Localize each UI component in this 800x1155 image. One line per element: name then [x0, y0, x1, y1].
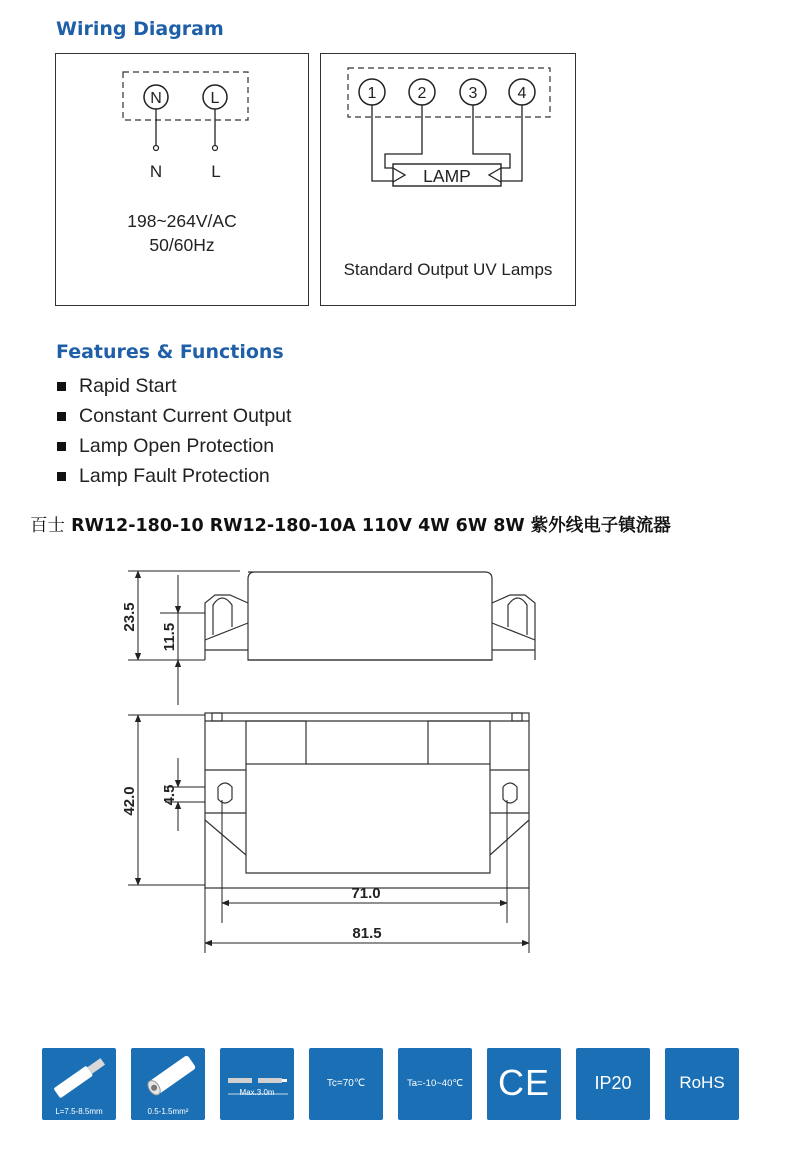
dim-height-total: 23.5 — [121, 602, 138, 632]
bullet-square-icon — [57, 382, 66, 391]
dim-slot: 4.5 — [161, 784, 178, 806]
bullet-square-icon — [57, 442, 66, 451]
top-view — [205, 713, 529, 888]
dim-overall-length: 81.5 — [352, 925, 382, 942]
terminal-4-label: 4 — [517, 85, 527, 102]
terminal-l-label: L — [210, 90, 220, 107]
feature-item: Lamp Fault Protection — [56, 461, 291, 491]
wire-n-end — [154, 146, 159, 151]
feature-item: Constant Current Output — [56, 401, 291, 431]
ce-mark-icon: CE — [487, 1048, 561, 1120]
product-type: 紫外线电子镇流器 — [530, 516, 671, 536]
wire-n-label: N — [149, 162, 163, 181]
ta-temp-icon: Ta=-10~40℃ — [398, 1048, 472, 1120]
input-frequency-spec: 50/60Hz — [149, 235, 215, 255]
dim-width: 42.0 — [121, 786, 138, 816]
ip20-icon: IP20 — [576, 1048, 650, 1120]
lamp-label: LAMP — [423, 166, 471, 186]
terminal-2-label: 2 — [417, 85, 427, 102]
output-wiring-svg — [321, 54, 575, 305]
wire-l-label: L — [211, 162, 221, 181]
input-terminal-block — [123, 72, 248, 120]
product-model: RW12-180-10 RW12-180-10A 110V 4W 6W 8W — [71, 516, 525, 536]
wire-gauge-icon: 0.5-1.5mm² — [131, 1048, 205, 1120]
cable-length-icon: Max.3.0m — [220, 1048, 294, 1120]
strip-length-icon: L=7.5-8.5mm — [42, 1048, 116, 1120]
input-voltage-spec: 198~264V/AC — [127, 211, 237, 231]
side-view — [205, 572, 535, 660]
output-caption: Standard Output UV Lamps — [343, 260, 553, 279]
product-title — [30, 512, 671, 537]
feature-item: Lamp Open Protection — [56, 431, 291, 461]
terminal-3-label: 3 — [468, 85, 478, 102]
rohs-icon: RoHS — [665, 1048, 739, 1120]
product-brand: 百士 — [30, 516, 65, 536]
bullet-square-icon — [57, 472, 66, 481]
feature-item: Rapid Start — [56, 371, 291, 401]
output-wiring-box — [320, 53, 576, 306]
features-title: Features & Functions — [56, 341, 284, 363]
input-wiring-svg — [56, 54, 308, 305]
dimension-drawing — [0, 555, 800, 975]
wiring-diagram-title: Wiring Diagram — [56, 18, 224, 40]
input-wiring-box — [55, 53, 309, 306]
bullet-square-icon — [57, 412, 66, 421]
terminal-n-label: N — [150, 90, 162, 107]
dim-height-body: 11.5 — [161, 622, 178, 652]
wire-l-end — [213, 146, 218, 151]
dim-mount-spacing: 71.0 — [351, 885, 381, 902]
features-list — [56, 371, 291, 491]
tc-temp-icon: Tc=70℃ — [309, 1048, 383, 1120]
terminal-1-label: 1 — [367, 85, 377, 102]
